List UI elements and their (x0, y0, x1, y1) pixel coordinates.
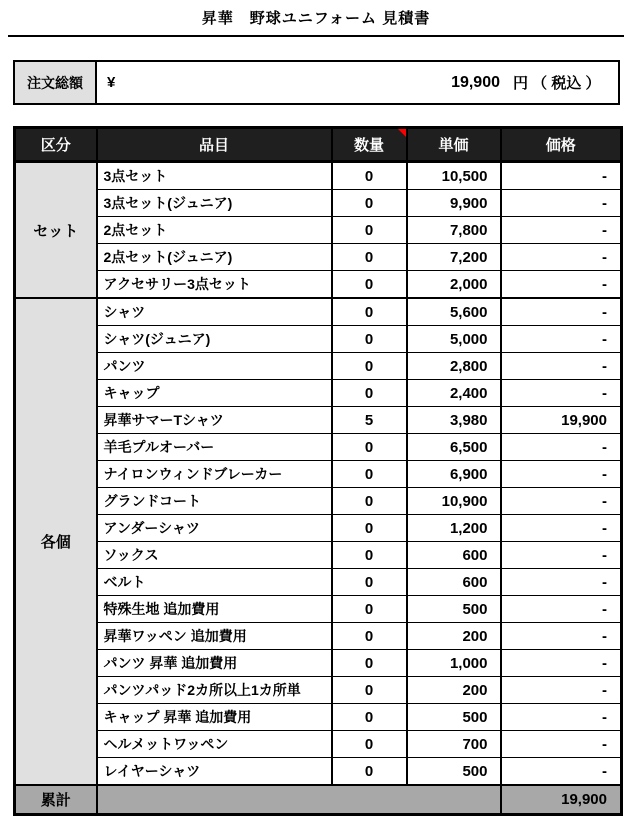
order-total-suffix: 円 （ 税込 ） (513, 75, 601, 92)
table-row (15, 677, 622, 704)
price-cell: - (501, 271, 622, 299)
price-cell: - (501, 326, 622, 353)
quantity-cell[interactable]: 0 (332, 677, 407, 704)
item-name-cell: パンツ 昇華 追加費用 (97, 650, 332, 677)
item-name-cell: パンツ (97, 353, 332, 380)
quantity-cell[interactable]: 0 (332, 434, 407, 461)
unit-price-cell: 6,500 (407, 434, 501, 461)
item-name-cell: キャップ (97, 380, 332, 407)
order-total-value (97, 62, 618, 103)
item-name-cell: 羊毛プルオーバー (97, 434, 332, 461)
quote-table (13, 126, 623, 816)
price-cell: - (501, 434, 622, 461)
unit-price-cell: 6,900 (407, 461, 501, 488)
price-cell: - (501, 298, 622, 326)
item-name-cell: キャップ 昇華 追加費用 (97, 704, 332, 731)
footer-spacer (97, 785, 501, 815)
table-row (15, 380, 622, 407)
quantity-cell[interactable]: 0 (332, 515, 407, 542)
footer-label: 累計 (15, 785, 97, 815)
unit-price-cell: 200 (407, 623, 501, 650)
table-row (15, 461, 622, 488)
currency-symbol: ¥ (107, 74, 116, 91)
unit-price-cell: 500 (407, 596, 501, 623)
table-row (15, 407, 622, 434)
item-name-cell: アクセサリー3点セット (97, 271, 332, 299)
column-header-price: 価格 (501, 128, 622, 162)
unit-price-cell: 7,200 (407, 244, 501, 271)
unit-price-cell: 1,000 (407, 650, 501, 677)
item-name-cell: ナイロンウィンドブレーカー (97, 461, 332, 488)
table-row (15, 704, 622, 731)
item-name-cell: 昇華サマーTシャツ (97, 407, 332, 434)
quantity-cell[interactable]: 0 (332, 461, 407, 488)
quantity-cell[interactable]: 0 (332, 326, 407, 353)
table-row (15, 623, 622, 650)
footer-total: 19,900 (501, 785, 622, 815)
item-name-cell: 3点セット (97, 162, 332, 190)
column-header-quantity: 数量 (332, 128, 407, 162)
price-cell: 19,900 (501, 407, 622, 434)
table-row (15, 217, 622, 244)
quantity-cell[interactable]: 0 (332, 758, 407, 786)
table-row (15, 731, 622, 758)
table-row (15, 569, 622, 596)
quantity-cell[interactable]: 0 (332, 244, 407, 271)
price-cell: - (501, 515, 622, 542)
unit-price-cell: 2,400 (407, 380, 501, 407)
table-row (15, 650, 622, 677)
quantity-cell[interactable]: 0 (332, 271, 407, 299)
unit-price-cell: 5,600 (407, 298, 501, 326)
quantity-cell[interactable]: 0 (332, 380, 407, 407)
price-cell: - (501, 542, 622, 569)
column-header-unit-price: 単価 (407, 128, 501, 162)
order-total-amount: 19,900 (451, 73, 500, 91)
category-cell: 各個 (15, 298, 97, 785)
unit-price-cell: 200 (407, 677, 501, 704)
item-name-cell: アンダーシャツ (97, 515, 332, 542)
item-name-cell: ヘルメットワッペン (97, 731, 332, 758)
quantity-cell[interactable]: 0 (332, 353, 407, 380)
quantity-cell[interactable]: 0 (332, 190, 407, 217)
column-header-category: 区分 (15, 128, 97, 162)
unit-price-cell: 10,500 (407, 162, 501, 190)
table-row (15, 244, 622, 271)
quantity-cell[interactable]: 0 (332, 162, 407, 190)
price-cell: - (501, 623, 622, 650)
table-row (15, 271, 622, 299)
item-name-cell: レイヤーシャツ (97, 758, 332, 786)
table-row (15, 542, 622, 569)
item-name-cell: 昇華ワッペン 追加費用 (97, 623, 332, 650)
item-name-cell: 2点セット(ジュニア) (97, 244, 332, 271)
quantity-cell[interactable]: 0 (332, 704, 407, 731)
item-name-cell: パンツパッド2カ所以上1カ所単 (97, 677, 332, 704)
unit-price-cell: 1,200 (407, 515, 501, 542)
quantity-cell[interactable]: 0 (332, 623, 407, 650)
unit-price-cell: 600 (407, 542, 501, 569)
item-name-cell: シャツ(ジュニア) (97, 326, 332, 353)
unit-price-cell: 9,900 (407, 190, 501, 217)
item-name-cell: 特殊生地 追加費用 (97, 596, 332, 623)
quantity-cell[interactable]: 0 (332, 217, 407, 244)
column-header-item: 品目 (97, 128, 332, 162)
quantity-cell[interactable]: 5 (332, 407, 407, 434)
unit-price-cell: 10,900 (407, 488, 501, 515)
price-cell: - (501, 380, 622, 407)
table-body (15, 162, 622, 786)
table-header-row (15, 128, 622, 162)
page-title: 昇華 野球ユニフォーム 見積書 (201, 10, 431, 27)
unit-price-cell: 7,800 (407, 217, 501, 244)
table-footer-row (15, 785, 622, 815)
unit-price-cell: 5,000 (407, 326, 501, 353)
price-cell: - (501, 461, 622, 488)
table-row (15, 353, 622, 380)
item-name-cell: シャツ (97, 298, 332, 326)
price-cell: - (501, 731, 622, 758)
table-row (15, 758, 622, 786)
table-row (15, 326, 622, 353)
unit-price-cell: 500 (407, 704, 501, 731)
price-cell: - (501, 758, 622, 786)
price-cell: - (501, 488, 622, 515)
price-cell: - (501, 650, 622, 677)
quantity-cell[interactable]: 0 (332, 542, 407, 569)
unit-price-cell: 700 (407, 731, 501, 758)
table-row (15, 434, 622, 461)
unit-price-cell: 600 (407, 569, 501, 596)
quantity-cell[interactable]: 0 (332, 731, 407, 758)
table-row (15, 596, 622, 623)
unit-price-cell: 3,980 (407, 407, 501, 434)
price-cell: - (501, 217, 622, 244)
order-total-box (13, 60, 620, 105)
item-name-cell: グランドコート (97, 488, 332, 515)
quantity-cell[interactable]: 0 (332, 488, 407, 515)
item-name-cell: 3点セット(ジュニア) (97, 190, 332, 217)
category-cell: セット (15, 162, 97, 299)
unit-price-cell: 500 (407, 758, 501, 786)
quantity-cell[interactable]: 0 (332, 298, 407, 326)
comment-marker-icon (398, 129, 406, 137)
price-cell: - (501, 704, 622, 731)
title-divider (8, 35, 624, 37)
item-name-cell: 2点セット (97, 217, 332, 244)
quantity-cell[interactable]: 0 (332, 569, 407, 596)
item-name-cell: ソックス (97, 542, 332, 569)
price-cell: - (501, 677, 622, 704)
unit-price-cell: 2,000 (407, 271, 501, 299)
table-row (15, 298, 622, 326)
table-row (15, 190, 622, 217)
table-row (15, 488, 622, 515)
unit-price-cell: 2,800 (407, 353, 501, 380)
item-name-cell: ベルト (97, 569, 332, 596)
price-cell: - (501, 162, 622, 190)
table-row (15, 162, 622, 190)
quantity-cell[interactable]: 0 (332, 650, 407, 677)
price-cell: - (501, 190, 622, 217)
price-cell: - (501, 353, 622, 380)
order-total-label: 注文総額 (15, 62, 97, 103)
price-cell: - (501, 244, 622, 271)
price-cell: - (501, 569, 622, 596)
table-row (15, 515, 622, 542)
price-cell: - (501, 596, 622, 623)
quantity-cell[interactable]: 0 (332, 596, 407, 623)
